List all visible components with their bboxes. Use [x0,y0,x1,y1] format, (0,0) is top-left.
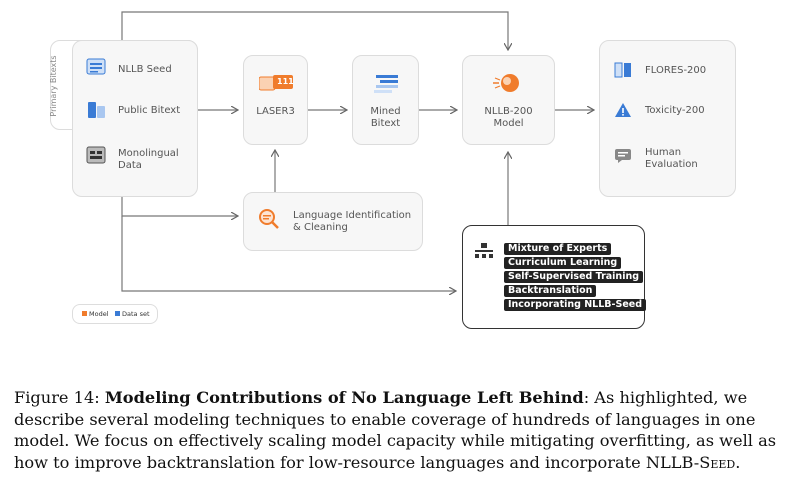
toxicity-label: Toxicity-200 [645,105,705,116]
caption-body: : As highlighted, we describe several modeling techniques to enable coverage of hundreds of languages in one model. We focus on effectively scaling model capacity while mitigating overfitting, as well as how to improve backtranslation for low-resource languages and incorporate NLLB- [14,388,777,472]
technique-tag-5: Incorporating NLLB-Seed [504,299,646,311]
nllb-model-label: NLLB-200 Model [484,106,533,129]
monolingual-data-label: Monolingual Data [118,148,179,171]
flores-icon [614,62,632,78]
human-evaluation-icon [614,148,632,164]
public-bitext-icon [86,100,106,120]
technique-tag-4: Backtranslation [504,285,596,297]
nllb-model-icon [493,71,525,95]
caption-body-end: . [735,452,741,472]
mined-bitext-box [352,55,419,145]
laser3-badge: 111 [277,77,294,86]
figure-caption [14,387,790,473]
mined-bitext-icon [374,74,400,94]
legend-dataset-label: Data set [122,310,150,318]
human-evaluation-label: Human Evaluation [645,147,698,170]
primary-bitexts-label: Primary Bitexts [49,55,58,117]
magnifier-icon [258,208,280,230]
nllb-model-box [462,55,555,145]
nllb-seed-label: NLLB Seed [118,64,172,75]
nllb-seed-icon [86,58,106,75]
laser3-label: LASER3 [256,106,295,117]
technique-tag-2: Curriculum Learning [504,257,621,269]
flores-label: FLORES-200 [645,65,707,76]
legend-model-swatch [82,311,87,316]
caption-label: Figure 14: [14,388,100,407]
language-identification-label: Language Identification & Cleaning [293,210,412,233]
technique-tag-1: Mixture of Experts [504,243,611,255]
legend-model-label: Model [89,310,109,318]
caption-body-smallcaps: Seed [699,452,736,472]
public-bitext-label: Public Bitext [118,105,181,116]
technique-tag-3: Self-Supervised Training [504,271,643,283]
laser3-box [243,55,308,145]
legend-dataset-swatch [115,311,120,316]
monolingual-data-icon [86,146,106,164]
caption-title: Modeling Contributions of No Language Left Behind [104,388,584,407]
arrow-inputs-to-lid [122,197,238,216]
hierarchy-icon [475,243,493,261]
mined-bitext-label: Mined Bitext [370,106,401,129]
toxicity-warning-icon [614,102,632,118]
